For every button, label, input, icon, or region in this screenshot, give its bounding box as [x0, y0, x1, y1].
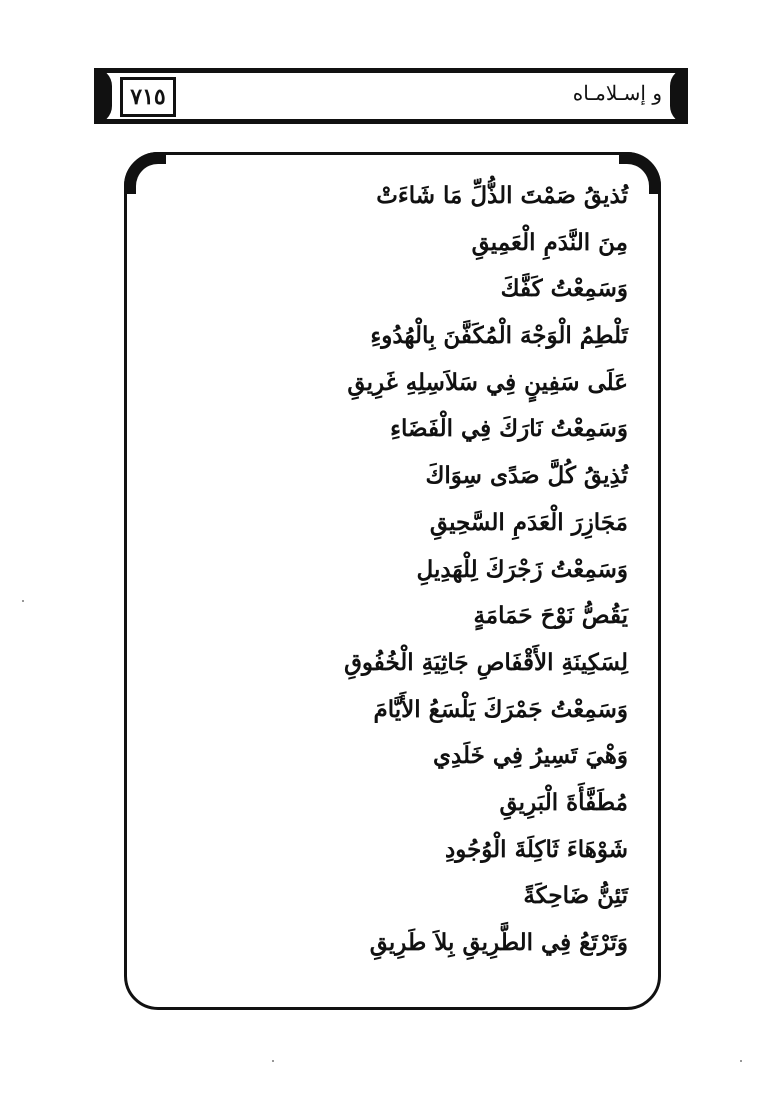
poem-line: وَتَرْتَعُ فِي الطَّرِيقِ بِلاَ طَرِيقِ [369, 929, 628, 956]
poem-line: مَجَازِرَ الْعَدَمِ السَّحِيقِ [429, 508, 628, 536]
page-header [94, 68, 688, 124]
poem-line: عَلَى سَفِينٍ فِي سَلاَسِلِهِ غَرِيقِ [347, 368, 628, 396]
poem-line: مِنَ النَّدَمِ الْعَمِيقِ [471, 228, 628, 256]
poem-line: شَوْهَاءَ ثَاكِلَةَ الْوُجُودِ [444, 835, 628, 863]
poem-line: تُذيقُ صَمْتَ الذُّلِّ مَا شَاءَتْ [376, 182, 628, 209]
poem-line: مُطَفَّأَةَ الْبَرِيقِ [499, 788, 628, 816]
poem-line: وَسَمِعْتُ زَجْرَكَ لِلْهَدِيلِ [416, 555, 628, 583]
poem-line: تَئِنُّ ضَاحِكَةً [523, 882, 628, 910]
poem-line: يَقُصُّ نَوْحَ حَمَامَةٍ [473, 602, 628, 630]
scan-speck [22, 600, 24, 602]
poem-line: وَسَمِعْتُ كَفَّكَ [500, 275, 628, 303]
poem-text [168, 173, 628, 967]
poem-line: وَسَمِعْتُ نَارَكَ فِي الْفَضَاءِ [390, 415, 628, 443]
scan-speck [740, 1060, 742, 1062]
poem-frame [124, 152, 661, 1010]
running-title: و إسـلامـاه [572, 81, 662, 105]
poem-line: تُذِيقُ كُلَّ صَدًى سِوَاكَ [425, 462, 628, 490]
poem-line: وَهْيَ تَسِيرُ فِي خَلَدِي [432, 742, 628, 770]
page-number: ٧١٥ [120, 77, 176, 117]
scan-speck [272, 1060, 274, 1062]
poem-line: تَلْطِمُ الْوَجْهَ الْمُكَفَّنَ بِالْهُدُوءِ [370, 322, 628, 350]
poem-line: وَسَمِعْتُ جَمْرَكَ يَلْسَعُ الأَيَّامَ [373, 695, 628, 723]
poem-line: لِسَكِينَةِ الأَقْفَاصِ جَاثِيَةِ الْخُفُوقِ [344, 648, 628, 676]
